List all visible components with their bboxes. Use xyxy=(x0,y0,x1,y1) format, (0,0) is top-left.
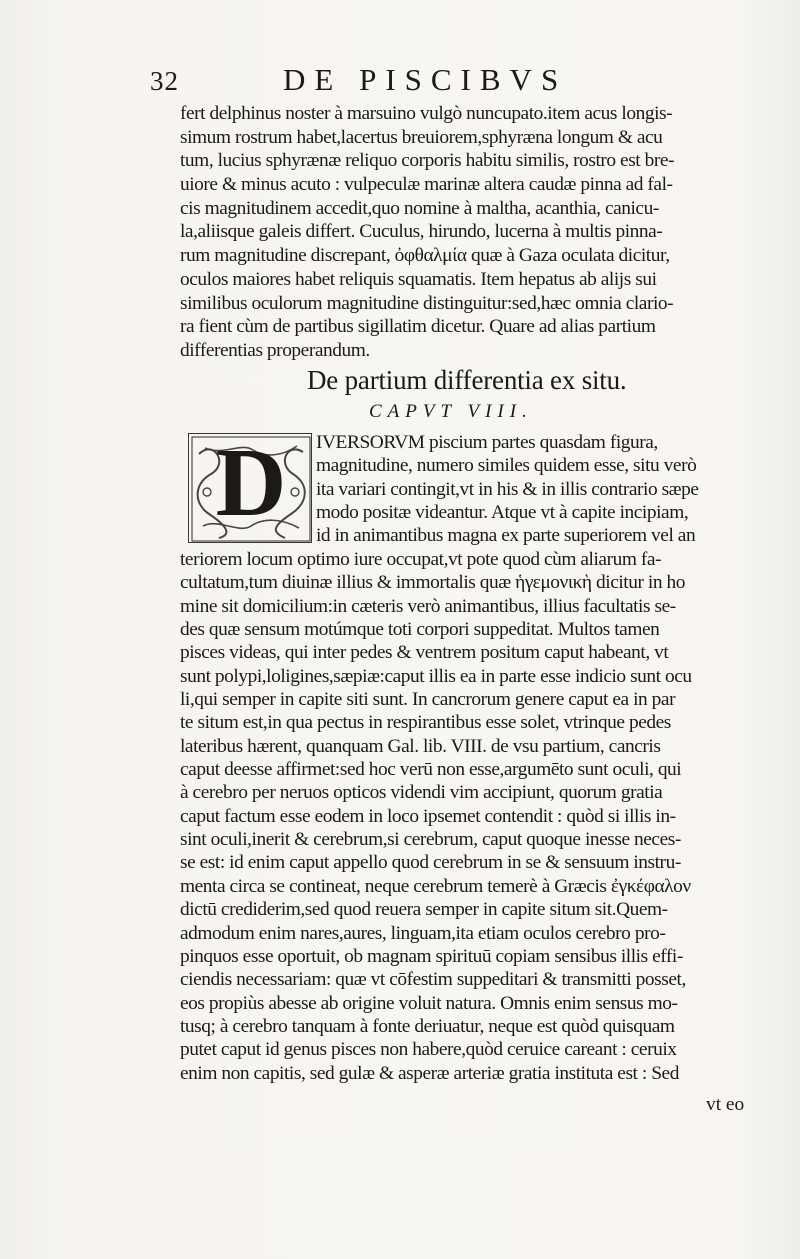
text-line: se est: id enim caput appello quod cerebrum in se & sensuum instru- xyxy=(180,852,681,874)
text-line: pisces videas, qui inter pedes & ventrem positum caput habeant, vt xyxy=(180,642,669,664)
text-line: uiore & minus acuto : vulpeculæ marinæ altera caudæ pinna ad fal- xyxy=(180,174,673,196)
text-line: eos propiùs abesse ab origine voluit natura. Omnis enim sensus mo- xyxy=(180,992,678,1014)
top-paragraph xyxy=(180,102,740,363)
chapter-body xyxy=(180,548,740,1085)
initial-letter: D xyxy=(215,429,287,537)
text-line: rum magnitudine discrepant, ὀφθαλμία quæ à Gaza oculata dicitur, xyxy=(180,245,670,267)
text-line: à cerebro per neruos opticos videndi vim accipiunt, quorum gratia xyxy=(180,782,663,804)
text-line: similibus oculorum magnitudine distinguitur:sed,hæc omnia clario- xyxy=(180,292,674,314)
text-line: simum rostrum habet,lacertus breuiorem,sphyræna longum & acu xyxy=(180,126,663,148)
text-line: putet caput id genus pisces non habere,quòd ceruice careant : ceruix xyxy=(180,1039,677,1061)
page-number: 32 xyxy=(150,66,179,96)
text-line: ciendis necessariam: quæ vt cōfestim suppeditari & transmitti posset, xyxy=(180,969,686,991)
text-line: tusq; à cerebro tanquam à fonte deriuatur, neque est quòd quisquam xyxy=(180,1015,675,1037)
text-line: caput factum esse eodem in loco ipsemet contendit : quòd si illis in- xyxy=(180,805,676,827)
text-line: te situm est,in qua pectus in respirantibus esse solet, vtrinque pedes xyxy=(180,712,671,734)
text-line: menta circa se contineat, neque cerebrum temerè à Græcis ἐγκέφαλον xyxy=(180,875,691,897)
text-line: pinquos esse oportuit, ob magnam spirituū copiam sensibus illis effi- xyxy=(180,945,683,967)
text-line: differentias properandum. xyxy=(180,339,370,361)
text-line: fert delphinus noster à marsuino vulgò nuncupato.item acus longis- xyxy=(180,103,673,124)
text-line: li,qui semper in capite siti sunt. In cancrorum genere caput ea in par xyxy=(180,689,676,711)
chapter-title: De partium differentia ex situ. xyxy=(307,365,627,395)
text-line: dictū crediderim,sed quod reuera semper in capite situm sit.Quem- xyxy=(180,899,668,921)
text-line: ra fient cùm de partibus sigillatim dicetur. Quare ad alias partium xyxy=(180,316,656,338)
text-line: enim non capitis, sed gulæ & asperæ arteriæ gratia instituta est : Sed xyxy=(180,1062,679,1084)
chapter-opening xyxy=(316,431,736,547)
text-line: lateribus hærent, quanquam Gal. lib. VIII. de vsu partium, cancris xyxy=(180,735,661,757)
text-line: caput deesse affirmet:sed hoc verū non esse,argumēto sunt oculi, qui xyxy=(180,759,682,781)
text-line: cultatum,tum diuinæ illius & immortalis quæ ἡγεμονικὴ dicitur in ho xyxy=(180,572,685,594)
text-line: sunt polypi,loligines,sæpiæ:caput illis ea in parte esse indicio sunt ocu xyxy=(180,665,692,687)
text-line: ita variari contingit,vt in his & in illis contrario sæpe xyxy=(316,478,699,500)
catchword: vt eo xyxy=(706,1094,745,1115)
text-line: IVERSORVM piscium partes quasdam figura, xyxy=(316,432,658,453)
decorated-initial xyxy=(188,429,312,543)
text-line: cis magnitudinem accedit,quo nomine à maltha, acanthia, canicu- xyxy=(180,197,659,219)
text-line: magnitudine, numero similes quidem esse, situ verò xyxy=(316,455,697,477)
text-line: id in animantibus magna ex parte superiorem vel an xyxy=(316,525,696,547)
text-line: teriorem locum optimo iure occupat,vt pote quod cùm aliarum fa- xyxy=(180,549,662,570)
text-line: mine sit domicilium:in cæteris verò animantibus, illius facultatis se- xyxy=(180,595,676,617)
text-line: modo positæ videantur. Atque vt à capite incipiam, xyxy=(316,501,689,523)
running-head: DE PISCIBVS xyxy=(283,62,568,97)
text-line: la,aliisque galeis differt. Cuculus, hirundo, lucerna à multis pinna- xyxy=(180,221,663,243)
chapter-number: CAPVT VIII. xyxy=(369,401,533,422)
text-line: sint oculi,inerit & cerebrum,si cerebrum, caput quoque inesse neces- xyxy=(180,829,681,851)
text-line: des quæ sensum motúmque toti corpori suppeditat. Multos tamen xyxy=(180,619,660,641)
text-line: admodum enim nares,aures, linguam,ita etiam oculos cerebro pro- xyxy=(180,922,666,944)
text-line: oculos maiores habet reliquis squamatis. Item hepatus ab alijs sui xyxy=(180,268,657,290)
text-line: tum, lucius sphyrænæ reliquo corporis habitu similis, rostro est bre- xyxy=(180,150,675,172)
